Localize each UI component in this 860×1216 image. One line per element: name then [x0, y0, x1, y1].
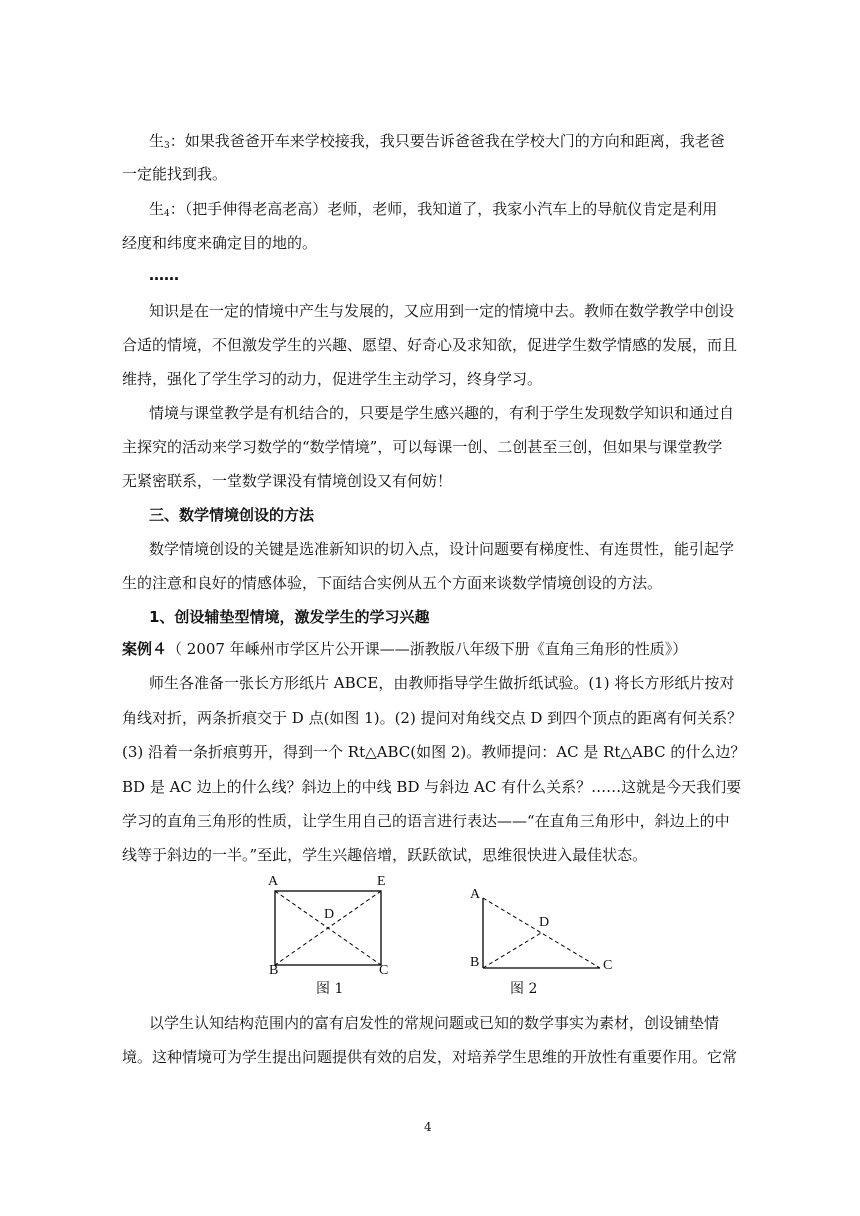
page-number: 4	[424, 1120, 432, 1134]
figure-2-label-b: B	[470, 955, 480, 970]
paragraph-2-line3: 无紧密联系，一堂数学课没有情境创设又有何妨！	[122, 472, 453, 490]
figure-2-caption: 图 2	[510, 981, 538, 997]
figure-2-label-d: D	[539, 915, 550, 930]
figure-2-hypotenuse-ac	[483, 898, 600, 968]
paragraph-4-line6: 线等于斜边的一半。”至此，学生兴趣倍增，跃跃欲试，思维很快进入最佳状态。	[122, 846, 648, 864]
paragraph-1-line3: 维持，强化了学生学习的动力，促进学生主动学习，终身学习。	[122, 370, 543, 388]
case-4-label: 案例４	[122, 640, 168, 658]
paragraph-2-line1: 情境与课堂教学是有机结合的，只要是学生感兴趣的，有利于学生发现数学知识和通过自	[149, 404, 735, 422]
student3-line2: 一定能找到我。	[122, 165, 228, 183]
figure-1-label-b: B	[269, 963, 279, 978]
paragraph-4-line4: BD 是 AC 边上的什么线？斜边上的中线 BD 与斜边 AC 有什么关系？……这就是今天我们要	[122, 778, 742, 796]
paragraph-3-line1: 数学情境创设的关键是选准新知识的切入点，设计问题要有梯度性、有连贯性，能引起学	[149, 540, 735, 558]
student3-line1: 生$_3$：如果我爸爸开车来学校接我，我只要告诉爸爸我在学校大门的方向和距离，我老爸	[149, 132, 725, 151]
subheading-1: 1、创设辅垫型情境，激发学生的学习兴趣	[149, 608, 430, 626]
figure-1-diagonal-eb	[275, 891, 381, 965]
figure-1-label-a: A	[268, 874, 279, 889]
figure-2-label-c: C	[603, 958, 613, 973]
student4-line1: 生$_4$：（把手伸得老高老高）老师，老师，我知道了，我家小汽车上的导航仪肯定是利用	[149, 200, 718, 219]
figure-1-label-d: D	[324, 907, 335, 922]
figure-1-label-e: E	[377, 874, 386, 889]
paragraph-4-line2: 角线对折，两条折痕交于 D 点(如图 1)。(2) 提问对角线交点 D 到四个顶点的距离有何关系？	[122, 709, 743, 727]
figure-2-median-bd	[483, 933, 541, 968]
paragraph-1-line2: 合适的情境，不但激发学生的兴趣、愿望、好奇心及求知欲，促进学生数学情感的发展，而且	[122, 336, 738, 354]
case-4-source: （ 2007 年嵊州市学区片公开课——浙教版八年级下册《直角三角形的性质》）	[167, 640, 688, 658]
paragraph-1-line1: 知识是在一定的情境中产生与发展的，又应用到一定的情境中去。教师在数学教学中创设	[149, 302, 735, 320]
section-heading-3: 三、数学情境创设的方法	[149, 506, 315, 524]
paragraph-4-line3: (3) 沿着一条折痕剪开，得到一个 Rt△ABC(如图 2)。教师提问：AC 是 Rt△ABC 的什么边？	[122, 743, 746, 761]
paragraph-2-line2: 主探究的活动来学习数学的“数学情境”，可以每课一创、二创甚至三创，但如果与课堂教学	[122, 438, 723, 456]
figure-1-label-c: C	[379, 963, 389, 978]
paragraph-5-line1: 以学生认知结构范围内的富有启发性的常规问题或已知的数学事实为素材，创设铺垫情	[149, 1014, 720, 1032]
ellipsis: ……	[149, 266, 179, 284]
student4-line2: 经度和纬度来确定目的地的。	[122, 234, 318, 252]
paragraph-3-line2: 生的注意和良好的情感体验，下面结合实例从五个方面来谈数学情境创设的方法。	[122, 574, 663, 592]
figure-1-caption: 图 1	[316, 981, 344, 997]
paragraph-4-line5: 学习的直角三角形的性质，让学生用自己的语言进行表达——“在直角三角形中，斜边上的中	[122, 812, 730, 830]
paragraph-4-line1: 师生各准备一张长方形纸片 ABCE，由教师指导学生做折纸试验。(1) 将长方形纸片按对	[149, 674, 735, 692]
figure-2-label-a: A	[470, 887, 481, 902]
paragraph-5-line2: 境。这种情境可为学生提出问题提供有效的启发，对培养学生思维的开放性有重要作用。它常	[122, 1048, 738, 1066]
